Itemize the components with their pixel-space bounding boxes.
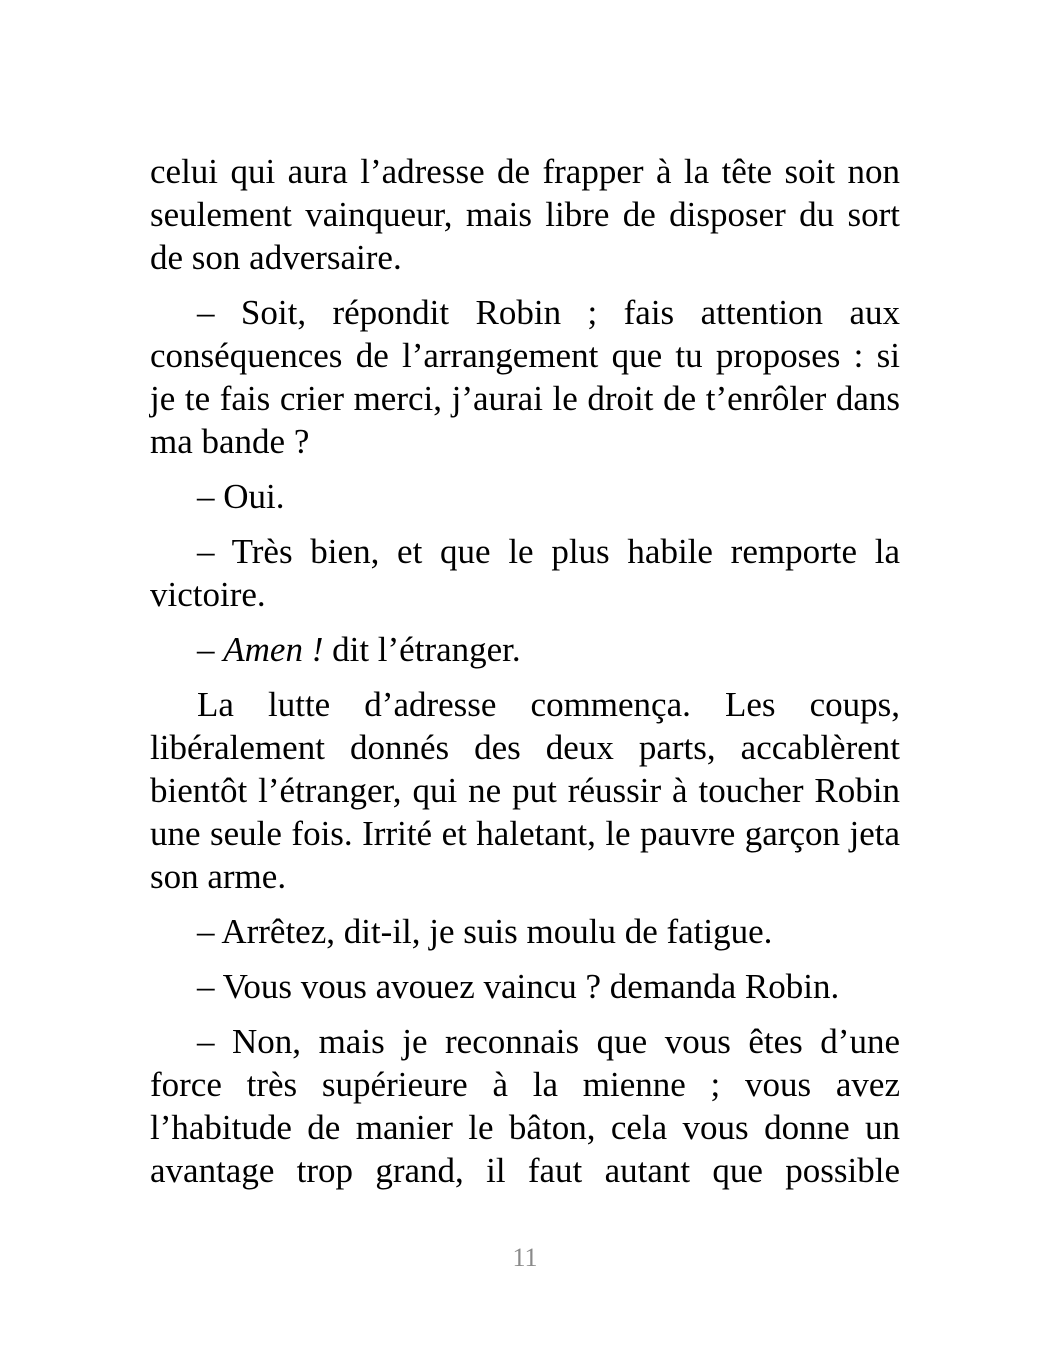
paragraph-5 (150, 628, 900, 671)
paragraph-4: – Très bien, et que le plus habile remporte la victoire. (150, 532, 900, 614)
paragraph-7: – Arrêtez, dit-il, je suis moulu de fatigue. (197, 912, 773, 951)
paragraph-3: – Oui. (197, 477, 285, 516)
page-number: 11 (512, 1243, 538, 1272)
paragraph-6: La lutte d’adresse commença. Les coups, libéralement donnés des deux parts, accablèrent bientôt l’étranger, qui ne put réussir à toucher Robin une seule fois. Irrité et haletant, le pauvre garçon jeta son arme. (150, 685, 900, 896)
paragraph-1: celui qui aura l’adresse de frapper à la tête soit non seulement vainqueur, mais libre de disposer du sort de son adversaire. (150, 152, 900, 277)
paragraph-2: – Soit, répondit Robin ; fais attention aux conséquences de l’arrangement que tu proposes : si je te fais crier merci, j’aurai le droit de t’enrôler dans ma bande ? (150, 293, 900, 461)
italic-exclamation: Amen ! (223, 630, 324, 669)
page-body (150, 150, 900, 1192)
paragraph-8: – Vous vous avouez vaincu ? demanda Robin. (197, 967, 840, 1006)
paragraph-9: – Non, mais je reconnais que vous êtes d’une force très supérieure à la mienne ; vous avez l’habitude de manier le bâton, cela vous donne un avantage trop grand, il faut autant que possible (150, 1022, 900, 1190)
dialogue-dash: – (197, 630, 224, 669)
paragraph-5-rest: dit l’étranger. (323, 630, 521, 669)
